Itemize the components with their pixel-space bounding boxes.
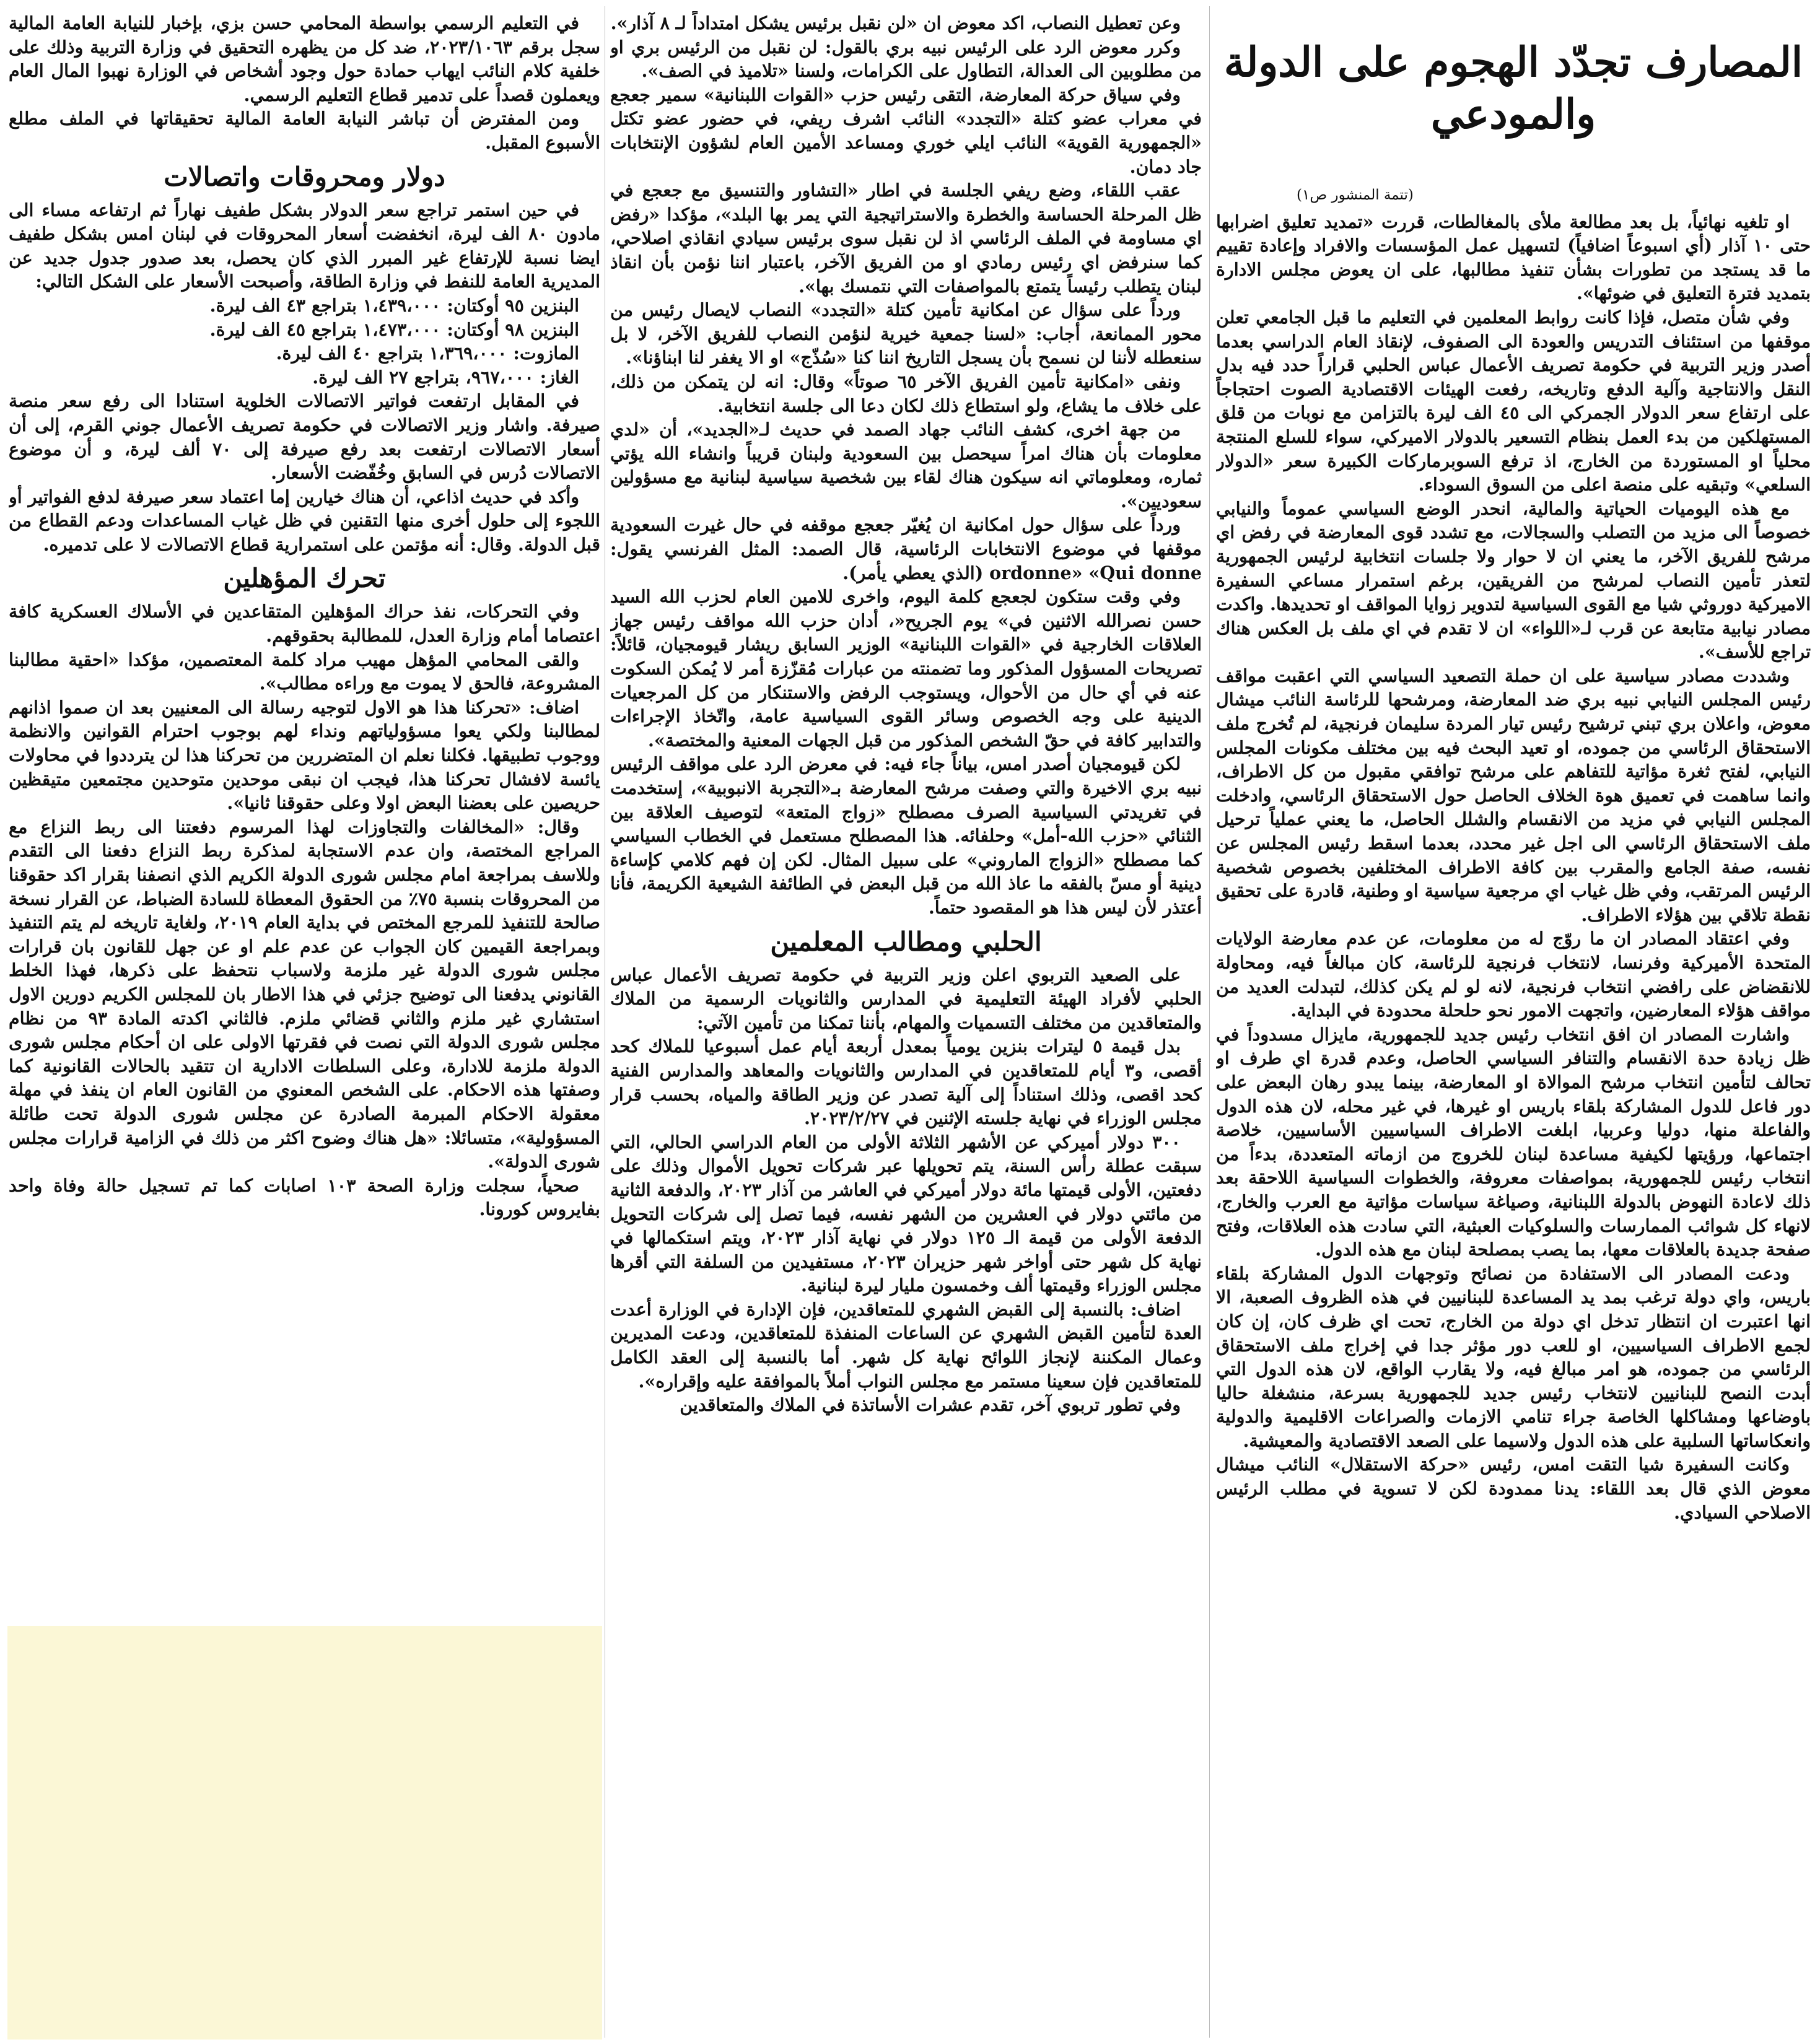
paragraph: لكن قيومجيان أصدر امس، بياناً جاء فيه: في معرض الرد على مواقف الرئيس نبيه بري الاخيرة والتي وصفت مرشح المعارضة بـ«التجربة الانبوبية»، إستخدمت في تغريدتي السياسية الصرف مصطلح «زواج المتعة» لتوصيف العلاقة بين الثنائي «حزب الله-أمل» وحلفائه. هذا المصطلح مستعمل في الخطاب السياسي كما مصطلح «الزواج الماروني» على سبيل المثال. لكن إن فهم كلامي كإساءة دينية أو مسّ بالفقه ما عاذ الله من قبل البعض في الطائفة الشيعية الكريمة، فأنا أعتذر لأن ليس هذا هو المقصود حتماً. [610,753,1202,918]
paragraph: وعن تعطيل النصاب، اكد معوض ان «لن نقبل برئيس يشكل امتداداً لـ ٨ آذار». [610,12,1181,33]
article-column-right [1216,11,1811,2036]
paragraph: ٣٠٠ دولار أميركي عن الأشهر الثلاثة الأولى من العام الدراسي الحالي، التي سبقت عطلة رأس السنة، يتم تحويلها عبر شركات تحويل الأموال وذلك على دفعتين، الأولى قيمتها مائة دولار أميركي في العاشر من آذار ٢٠٢٣، والدفعة الثانية من مائتي دولار في العشرين من الشهر نفسه، فيما تصل إلى شركات التحويل الدفعة الأولى من قيمة الـ ١٢٥ دولار في نهاية آذار ٢٠٢٣، ويتم استكمالها في نهاية كل شهر حتى أواخر شهر حزيران ٢٠٢٣، مستفيدين من السلفة التي أقرها مجلس الوزراء وقيمتها ألف وخمسون مليار ليرة لبنانية. [610,1131,1202,1296]
paragraph: وكرر معوض الرد على الرئيس نبيه بري بالقول: لن نقبل من الرئيس بري او من مطلوبين الى العدالة، التطاول على الكرامات، ولسنا «تلاميذ في الصف». [610,36,1202,82]
paragraph: واشارت المصادر ان افق انتخاب رئيس جديد للجمهورية، مايزال مسدوداً في ظل زيادة حدة الانقسام والتنافر السياسي الحاصل، وعدم قدرة اي طرف او تحالف لتأمين انتخاب مرشح الموالاة او المعارضة، بينما يبدو رهان البعض على دور فاعل للدول المشاركة بلقاء باريس او غيرها، في غير محله، لان هذه الدول والفاعلة منها، دوليا وعربيا، ابلغت الاطراف السياسيين الأساسيين، خلاصة اجتماعها، ورؤيتها لكيفية مساعدة لبنان للخروج من ازماته المتعددة، بدءاً من انتخاب رئيس للجمهورية، بمواصفات معروفة، والخطوات السياسية اللاحقة بعد ذلك لاعادة النهوض بالدولة اللبنانية، وصياغة سياسات مؤاتية مع العرب والخارج، لانهاء كل شوائب الممارسات والسلوكيات العبثية، التي سادت هذه العلاقات، وفتح صفحة جديدة بالعلاقات معها، بما يصب بمصلحة لبنان مع هذه الدول. [1216,1023,1811,1260]
paragraph: وفي شأن متصل، فإذا كانت روابط المعلمين في التعليم ما قبل الجامعي تعلن موقفها من استئناف التدريس والعودة الى الصفوف، لإنقاذ العام الدراسي بعدما أصدر وزير التربية في حكومة تصريف الأعمال عباس الحلبي قراراً حدد فيه بدل النقل والانتاجية وآلية الدفع وتاريخه، رفعت الهيئات الاقتصادية الصوت احتجاجاً على ارتفاع سعر الدولار الجمركي الى ٤٥ الف ليرة بالتزامن مع نوبات من قلق المستهلكين من بدء العمل بنظام التسعير بالدولار الاميركي، سواء للسلع المنتجة محلياً او المستوردة من الخارج، اذ ترفع السوبرماركات الكبيرة سعر «الدولار السلعي» وتبقيه على منصة اعلى من السوق السوداء. [1216,306,1811,495]
section-subheading: تحرك المؤهلين [223,563,386,594]
section-subheading: الحلبي ومطالب المعلمين [770,926,1042,957]
paragraph: وشددت مصادر سياسية على ان حملة التصعيد السياسي التي اعقبت مواقف رئيس المجلس النيابي نبيه بري ضد المعارضة، ومرشحها للرئاسة النائب ميشال معوض، واعلان بري تبني ترشيح رئيس تيار المردة سليمان فرنجية، لم تُخرج ملف الاستحقاق الرئاسي من جموده، او تعيد البحث فيه بين مختلف مكونات المجلس النيابي، لفتح ثغرة مؤاتية للتفاهم على مرشح توافقي مقبول من كل الاطراف، وانما ساهمت في تعميق هوة الخلاف الحاصل حول الاستحقاق الرئاسي، وادخلت المجلس النيابي في مزيد من الانقسام والشلل الحاصل، ما يعني عملياً ترحيل ملف الاستحقاق الرئاسي الى اجل غير محدد، بعدما اسقط رئيس المجلس عن نفسه، صفة الجامع والمقرب بين كافة الاطراف المختلفين بخصوص شخصية الرئيس المرتقب، وفي ظل غياب اي مرجعية سياسية او وطنية، قادرة على تحقيق نقطة تلاقي بين هؤلاء الاطراف. [1216,665,1811,925]
fuel-price-line: المازوت: ١،٣٦٩،٠٠٠ بتراجع ٤٠ الف ليرة. [276,343,579,364]
paragraph: ودعت المصادر الى الاستفادة من نصائح وتوجهات الدول المشاركة بلقاء باريس، واي دولة ترغب بمد يد المساعدة للبنانيين في هذه الظروف الصعبة، الا انها اعتبرت ان انتظار تدخل اي دولة من الخارج، تحت اي ظرف كان، إن كان لجمع الاطراف السياسيين، او للعب دور مؤثر جدا في إخراج ملف الاستحقاق الرئاسي من جموده، هو امر مبالغ فيه، ولا يقارب الواقع، لان هذه الدول التي أبدت النصح للبنانيين لانتخاب رئيس جديد للجمهورية بسرعة، منشغلة حاليا باوضاعها ومشاكلها الخاصة جراء تنامي الازمات والصراعات الاقليمية والدولية وانعكاساتها السلبية على هذه الدول ولاسيما على الصعد الاقتصادية والمعيشية. [1216,1262,1811,1451]
paragraph: على الصعيد التربوي اعلن وزير التربية في حكومة تصريف الأعمال عباس الحلبي لأفراد الهيئة التعليمية في المدارس والثانويات الرسمية من الملاك والمتعاقدين من مختلف التسميات والمهام، بأننا تمكنا من تأمين الآتي: [610,964,1202,1033]
paragraph: وفي سياق حركة المعارضة، التقى رئيس حزب «القوات اللبنانية» سمير جعجع في معراب عضو كتلة «التجدد» النائب اشرف ريفي، في حضور عضو تكتل «الجمهورية القوية» النائب ايلي خوري ومساعد الأمين العام لشؤون الإنتخابات جاد دمان. [610,84,1202,177]
paragraph: والقى المحامي المؤهل مهيب مراد كلمة المعتصمين، مؤكدا «احقية مطالبنا المشروعة، فالحق لا يموت مع وراءه مطالب». [9,648,600,694]
fuel-price-line: الغاز: ٩٦٧،٠٠٠، بتراجع ٢٧ الف ليرة. [312,366,579,388]
paragraph: عقب اللقاء، وضع ريفي الجلسة في اطار «التشاور والتنسيق مع جعجع في ظل المرحلة الحساسة والخطرة والاستراتيجية التي يمر بها البلد»، مؤكدا «رفض اي مساومة في الملف الرئاسي اذ لن نقبل سوى برئيس سيادي انقاذي اصلاحي، كما سنرفض اي رئيس رمادي او من الفريق الآخر، باعتبار اننا نؤمن بأن انقاذ لبنان يتطلب رئيساً يتمتع بالمواصفات التي نتمسك بها». [610,180,1202,297]
paragraph: بدل قيمة ٥ ليترات بنزين يومياً بمعدل أربعة أيام عمل أسبوعيا للملاك كحد أقصى، و٣ أيام للمتعاقدين في المدارس والثانويات والمعاهد والمدارس الفنية كحد اقصى، وذلك استناداً إلى آلية تصدر عن وزير الطاقة والمياه، بحسب قرار مجلس الوزراء في نهاية جلسته الإثنين في ٢٠٢٣/٢/٢٧. [610,1036,1202,1129]
continuation-note: (تتمة المنشور ص١) [1297,187,1414,203]
paragraph: وكانت السفيرة شيا التقت امس، رئيس «حركة الاستقلال» النائب ميشال معوض الذي قال بعد اللقاء: يدنا ممدودة لكن لا تسوية في مطلب الرئيس الاصلاحي السيادي. [1216,1454,1811,1523]
fuel-price-line: البنزين ٩٨ أوكتان: ١،٤٧٣،٠٠٠ بتراجع ٤٥ الف ليرة. [209,318,579,340]
fuel-price-line: البنزين ٩٥ أوكتان: ١،٤٣٩،٠٠٠ بتراجع ٤٣ الف ليرة. [209,294,579,316]
section-subheading: دولار ومحروقات واتصالات [164,161,445,192]
article-column-left [9,11,600,1618]
paragraph: وفي اعتقاد المصادر ان ما روّج له من معلومات، عن عدم معارضة الولايات المتحدة الأميركية وفرنسا، لانتخاب فرنجية للرئاسة، كان مبالغاً فيه، ومحاولة للانقضاض على رافضي انتخاب فرنجية، لانه لو لم يكن كذلك، لتبدلت العديد من مواقف هؤلاء المعارضين، واتجهت الامور نحو حلحلة محدودة في البداية. [1216,928,1811,1021]
paragraph: في المقابل ارتفعت فواتير الاتصالات الخلوية استنادا الى رفع سعر منصة صيرفة. واشار وزير الاتصالات في حكومة تصريف الأعمال جوني القرم، إلى أن أسعار الاتصالات ارتفعت بعد رفع صيرفة إلى ٧٠ ألف ليرة، و أن موضوع الاتصالات دُرس في السابق وخُفّضت الأسعار. [9,390,600,484]
paragraph: او تلغيه نهائياً، بل بعد مطالعة ملأى بالمغالطات، قررت «تمديد تعليق اضرابها حتى ١٠ آذار (أي اسبوعاً اضافياً) لتسهيل عمل المؤسسات والافراد وإعادة تقييم ما قد يستجد من تطورات بشأن تنفيذ مطالبها، على ان يعوض مجلس الادارة بتمديد فترة التعليق في ضوئها». [1216,211,1811,304]
paragraph: اضاف: «تحركنا هذا هو الاول لتوجيه رسالة الى المعنيين بعد ان صموا اذانهم لمطالبنا ولكي يعوا مسؤولياتهم ونداء لهم بوجوب احترام القوانين والانظمة ووجوب تطبيقها. فكلنا نعلم ان المتضررين من تحركنا هذا لن يترددوا في محاولات يائسة لافشال تحركنا هذا، فيجب ان نبقى موحدين متوحدين مجتمعين متيقظين حريصين على بعضنا البعض اولا وعلى حقوقنا ثانيا». [9,696,600,814]
paragraph: ورداً على سؤال عن امكانية تأمين كتلة «التجدد» النصاب لايصال رئيس من محور الممانعة، أجاب: «لسنا جمعية خيرية لنؤمن النصاب للفريق الآخر، لا بل سنعطله لأننا لن نسمح بأن يسجل التاريخ اننا كنا «سُذّج» او الا يغفر لنا ابناؤنا». [610,299,1202,369]
paragraph: في التعليم الرسمي بواسطة المحامي حسن بزي، بإخبار للنيابة العامة المالية سجل برقم ٢٠٢٣/١٠٦٣، ضد كل من يظهره التحقيق في وزارة التربية وذلك على خلفية كلام النائب ايهاب حمادة حول وجود أشخاص في الوزارة نهبوا المال العام ويعملون قصداً على تدمير قطاع التعليم الرسمي. [9,12,600,105]
paragraph: ومن المفترض أن تباشر النيابة العامة المالية تحقيقاتها في الملف مطلع الأسبوع المقبل. [9,108,600,153]
paragraph: ونفى «امكانية تأمين الفريق الآخر ٦٥ صوتاً» وقال: انه لن يتمكن من ذلك، على خلاف ما يشاع، ولو استطاع ذلك لكان دعا الى جلسة انتخابية. [610,370,1202,416]
article-headline: المصارف تجدّد الهجوم على الدولة والمودعي [1223,38,1803,138]
paragraph: من جهة اخرى، كشف النائب جهاد الصمد في حديث لـ«الجديد»، أن «لدي معلومات بأن هناك امراً سيحصل بين السعودية ولبنان قريباً وانشاء الله يؤتي ثماره، ومعلوماتي انه سيكون هناك لقاء بين شخصية سياسية لبنانية مع مسؤولين سعوديين». [610,419,1202,512]
paragraph: وفي وقت ستكون لجعجع كلمة اليوم، واخرى للامين العام لحزب الله السيد حسن نصرالله الاثنين في» يوم الجريح«، أدان حزب الله مواقف رئيس جهاز العلاقات الخارجية في «القوات اللبنانية» الوزير السابق ريشار قيومجيان، قائلاً: تصريحات المسؤول المذكور وما تضمنته من عبارات مُقزّزة أمر لا يُمكن السكوت عنه في أي حال من الأحوال، ويستوجب الرفض والاستنكار من كل المرجعيات الدينية على وجه الخصوص وسائر القوى السياسية عامة، واتّخاذ الإجراءات والتدابير كافة في حقّ الشخص المذكور من قبل الجهات المعنية والمختصة». [610,586,1202,751]
paragraph: في حين استمر تراجع سعر الدولار بشكل طفيف نهاراً ثم ارتفاعه مساء الى مادون ٨٠ الف ليرة، انخفضت أسعار المحروقات في لبنان امس بشكل طفيف ايضا نسبة للإرتفاع غير المبرر الذي كان يحصل، بعد صدور جدول جديد عن المديرية العامة للنفط في وزارة الطاقة، وأصبحت الأسعار على الشكل التالي: [9,199,600,292]
paragraph: اضاف: بالنسبة إلى القبض الشهري للمتعاقدين، فإن الإدارة في الوزارة أعدت العدة لتأمين القبض الشهري عن الساعات المنفذة للمتعاقدين، ودعت المديرين وعمال المكننة لإنجاز اللوائح نهاية كل شهر. أما بالنسبة إلى العقد الكامل للمتعاقدين فإن سعينا مستمر مع مجلس النواب أملاً بالموافقة عليه وإقراره». [610,1298,1202,1392]
article-column-middle [610,11,1202,2036]
paragraph: وأكد في حديث اذاعي، أن هناك خيارين إما اعتماد سعر صيرفة لدفع الفواتير أو اللجوء إلى حلول أخرى منها التقنين في ظل غياب المساعدات ودعم القطاع من قبل الدولة. وقال: أنه مؤتمن على استمرارية قطاع الاتصالات لا على تدميره. [9,486,600,555]
paragraph: وقال: «المخالفات والتجاوزات لهذا المرسوم دفعتنا الى ربط النزاع مع المراجع المختصة، وان عدم الاستجابة لمذكرة ربط النزاع دفعنا الى التقدم وللاسف بمراجعة امام مجلس شورى الدولة الكريم الذي انصفنا بقرار اكد حقوقنا من المحروقات بنسبة ٧٥٪ من الحقوق المعطاة للسادة الضباط، عن القرار نسخة صالحة للتنفيذ للمرجع المختص في بداية العام ٢٠١٩، ولغاية تاريخه لم يتم التنفيذ وبمراجعة القيمين كان الجواب عن عدم علم او عن جهل للقانون بان قرارات مجلس شورى الدولة غير ملزمة ولاسباب نتحفظ على ذكرها، فهذا الخلط القانوني يدفعنا الى توضيح جزئي في هذا الاطار بان للمجلس الكريم دورين الاول استشاري غير ملزم والثاني قضائي ملزم. فالثاني اكدته المادة ٩٣ من نظام مجلس شورى الدولة التي نصت في فقرتها الاولى على ان أحكام مجلس شورى الدولة ملزمة للادارة، وعلى السلطات الادارية ان تتقيد بالحالات القانونية كما وصفتها هذه الاحكام. على الشخص المعنوي من القانون العام ان ينفذ في مهلة معقولة الاحكام المبرمة الصادرة عن مجلس شورى الدولة تحت طائلة المسؤولية»، متسائلا: «هل هناك وضوح اكثر من ذلك في الزامية قرارات مجلس شورى الدولة». [9,816,600,1172]
paragraph: صحياً، سجلت وزارة الصحة ١٠٣ اصابات كما تم تسجيل حالة وفاة واحد بفايروس كورونا. [9,1174,600,1220]
paragraph: وفي التحركات، نفذ حراك المؤهلين المتقاعدين في الأسلاك العسكرية كافة اعتصاما أمام وزارة العدل، للمطالبة بحقوقهم. [9,601,600,647]
advertisement-placeholder [7,1626,602,2040]
column-divider [1209,6,1210,2038]
paragraph: مع هذه اليوميات الحياتية والمالية، انحدر الوضع السياسي عموماً والنيابي خصوصاً الى مزيد من التصلب والسجالات، مع تشدد قوى المعارضة في رفض اي مرشح للفريق الآخر، ما يعني ان لا حوار ولا جلسات انتخابية لرئيس الجمهورية لتعذر تأمين النصاب لمرشح من الفريقين، برغم استمرار مساعي السفيرة الاميركية دوروثي شيا مع القوى السياسية لتدوير زوايا المواقف او تحديدها. واكدت مصادر نيابية متابعة عن قرب لـ«اللواء» ان لا تقدم في اي ملف بل العكس هناك تراجع للأسف». [1216,497,1811,663]
paragraph: وفي تطور تربوي آخر، تقدم عشرات الأساتذة في الملاك والمتعاقدين [680,1394,1181,1416]
paragraph: ورداً على سؤال حول امكانية ان يُغيّر جعجع موقفه في حال غيرت السعودية موقفها في موضوع الانتخابات الرئاسية، قال الصمد: المثل الفرنسي يقول: ordonne» «Qui donne (الذي يعطي يأمر). [610,514,1202,583]
